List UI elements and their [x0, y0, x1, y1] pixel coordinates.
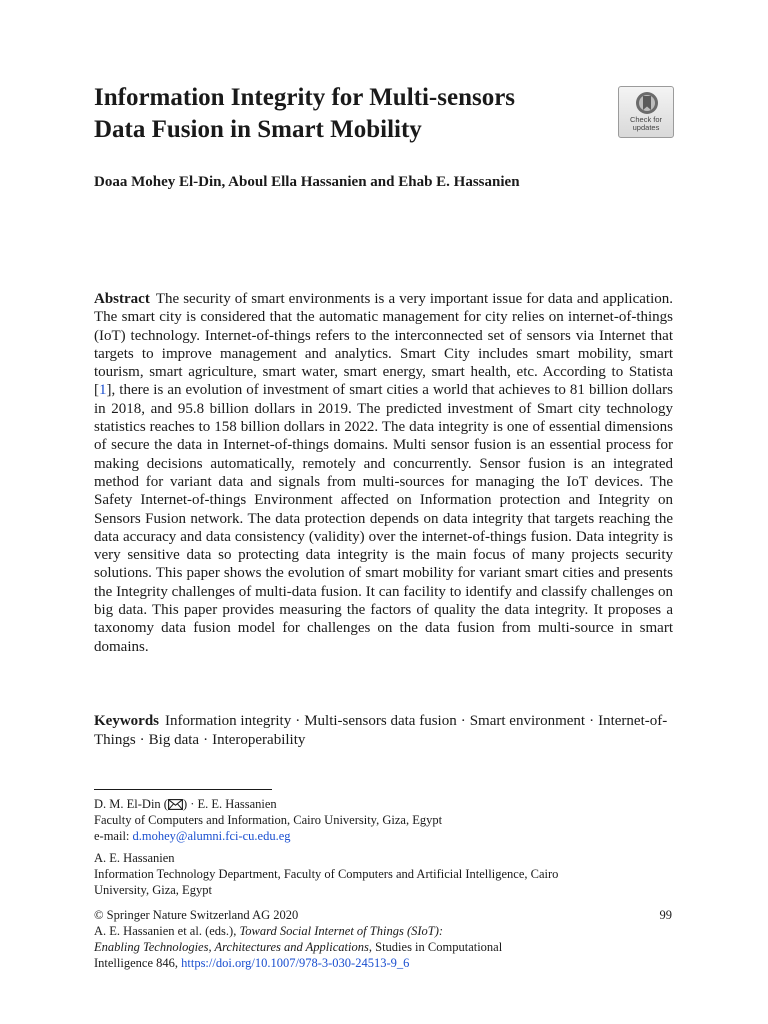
- doi-link[interactable]: https://doi.org/10.1007/978-3-030-24513-9_6: [181, 956, 410, 970]
- affiliation-1-email-row: [94, 828, 674, 844]
- keyword: Big data: [148, 731, 200, 748]
- author-list: Doaa Mohey El-Din, Aboul Ella Hassanien and Ehab E. Hassanien: [94, 174, 520, 190]
- badge-line-1: Check for: [629, 115, 663, 124]
- series-part-2: Intelligence 846,: [94, 956, 182, 970]
- citation-line-1: [94, 923, 674, 939]
- affiliation-2-name: A. E. Hassanien: [94, 851, 175, 865]
- keyword-separator: ·: [203, 731, 209, 748]
- book-title-part-2: Enabling Technologies, Architectures and Applications: [94, 940, 369, 954]
- paper-title: [94, 82, 594, 146]
- abstract-text-part-1: The security of smart environments is a very important issue for data and application. The smart city is considered that the automatic management for city relies on internet-of-things (IoT) technology. Internet-of-things refers to the interconnected set of sensors via Internet that targets to improve management and analytics. Smart City includes smart mobility, smart tourism, smart agriculture, smart water, smart energy, smart health, etc. According to Statista [: [94, 291, 673, 399]
- keyword-separator: ·: [139, 731, 145, 748]
- email-link[interactable]: d.mohey@alumni.fci-cu.edu.eg: [132, 829, 291, 843]
- abstract: [94, 290, 673, 656]
- affiliation-1-dept: Faculty of Computers and Information, Cairo University, Giza, Egypt: [94, 813, 443, 827]
- affiliation-2-line-2: University, Giza, Egypt: [94, 883, 212, 897]
- email-label: e-mail:: [94, 829, 133, 843]
- title-line-1: Information Integrity for Multi-sensors: [94, 84, 516, 111]
- footnote-divider: [94, 789, 272, 790]
- abstract-label: Abstract: [94, 291, 150, 307]
- keyword-separator: ·: [589, 713, 595, 729]
- copyright-block: [94, 907, 674, 971]
- keywords-label: Keywords: [94, 713, 159, 729]
- citation-line-3: [94, 955, 674, 971]
- keyword-separator: ·: [460, 713, 466, 729]
- badge-line-2: updates: [632, 123, 660, 132]
- keyword: Information integrity: [165, 713, 292, 729]
- series-part-1: , Studies in Computational: [368, 940, 503, 954]
- editors: A. E. Hassanien et al. (eds.),: [94, 924, 240, 938]
- keyword-separator: ·: [295, 713, 301, 729]
- badge-label: [619, 116, 673, 132]
- citation-line-2: [94, 939, 674, 955]
- author-name-part: D. M. El-Din (: [94, 797, 168, 811]
- citation-link[interactable]: 1: [99, 382, 107, 399]
- book-title-part-1: Toward Social Internet of Things (SIoT):: [239, 924, 444, 938]
- keyword: Interoperability: [212, 731, 306, 748]
- envelope-icon: [168, 799, 183, 810]
- affiliation-2: [94, 850, 674, 898]
- keyword: Smart environment: [469, 713, 586, 729]
- author-name-part: ) · E. E. Hassanien: [182, 797, 277, 811]
- bookmark-icon: [634, 91, 660, 115]
- check-for-updates-badge[interactable]: [618, 86, 674, 138]
- abstract-text-part-2: ], there is an evolution of investment of smart cities a world that achieves to 81 billion dollars in 2018, and 95.8 billion dollars in 2019. The predicted investment of Smart city technology statistics reaches to 158 billion dollars in 2022. The data integrity is one of essential dimensions of secure the data in Internet-of-things domains. Multi sensor fusion is an essential process for making decisions automatically, remotely and concurrently. Sensor fusion is an integrated method for variant data and signals from multi-sources for managing the IoT devices. The Safety Internet-of-things Environment affected on Information protection and Integrity on Sensors Fusion network. The data protection depends on data integrity that targets reaching the data accuracy and data consistency (validity) over the internet-of-things fusion. Data integrity is very sensitive data so protecting data integrity is the main focus of many projects security solutions. This paper shows the evolution of smart mobility for variant smart cities and presents the Integrity challenges of multi-data fusion. It can facility to identify and classify challenges on big data. This paper provides measuring the factors of quality the data integrity. It proposes a taxonomy data fusion model for challenges on the data fusion from multi-source in smart domains.: [94, 382, 673, 655]
- page-number: 99: [659, 908, 672, 922]
- affiliation-1-names: [94, 796, 674, 812]
- keyword: Multi-sensors data fusion: [304, 713, 457, 729]
- affiliation-2-line-1: Information Technology Department, Faculty of Computers and Artificial Intelligence, Cairo: [94, 867, 559, 881]
- copyright-line: © Springer Nature Switzerland AG 2020: [94, 908, 299, 922]
- title-line-2: Data Fusion in Smart Mobility: [94, 116, 422, 143]
- keywords: [94, 712, 673, 749]
- keyword: Internet-of-Things: [94, 713, 668, 748]
- affiliation-1: [94, 796, 674, 844]
